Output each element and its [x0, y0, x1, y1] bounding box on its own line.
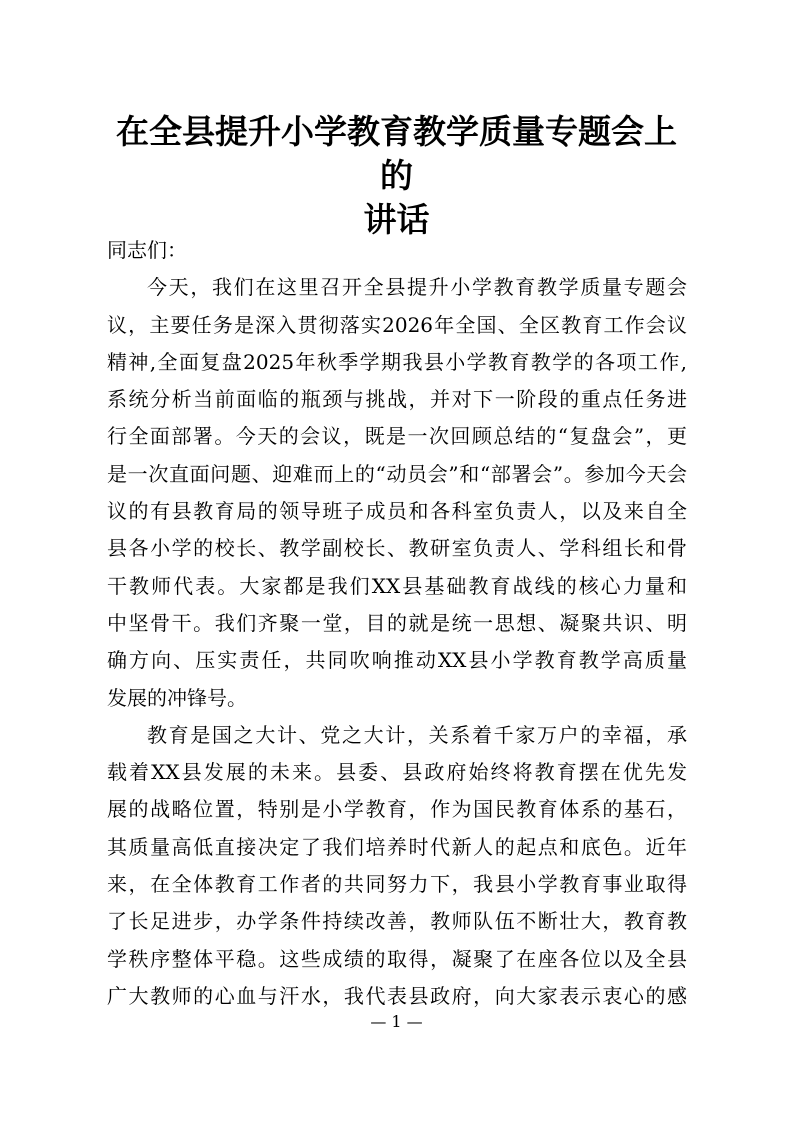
text-line: 县各小学的校长、教学副校长、教研室负责人、学科组长和骨 [107, 536, 687, 561]
text-line: 展的战略位置，特别是小学教育，作为国民教育体系的基石， [107, 797, 687, 822]
paragraph-2 [107, 717, 687, 1015]
page-number: — 1 — [370, 1012, 423, 1031]
text-line: 载着XX县发展的未来。县委、县政府始终将教育摆在优先发 [107, 760, 687, 785]
text-line: 是一次直面问题、迎难而上的“动员会”和“部署会”。参加今天会 [107, 461, 687, 486]
text-line: 广大教师的心血与汗水，我代表县政府，向大家表示衷心的感 [107, 983, 687, 1008]
text-line: 行全面部署。今天的会议，既是一次回顾总结的“复盘会”，更 [107, 424, 687, 449]
text-line: 系统分析当前面临的瓶颈与挑战，并对下一阶段的重点任务进 [107, 387, 687, 412]
text-line: 议，主要任务是深入贯彻落实2026年全国、全区教育工作会议 [107, 312, 687, 337]
title-line-2: 讲话 [363, 200, 430, 239]
text-line: 确方向、压实责任，共同吹响推动XX县小学教育教学高质量 [107, 648, 687, 673]
document-title [100, 110, 693, 242]
text-line: 发展的冲锋号。 [107, 685, 247, 710]
paragraph-1 [107, 269, 687, 717]
document-body [107, 232, 687, 1015]
salutation: 同志们： [107, 238, 187, 262]
text-line: 学秩序整体平稳。这些成绩的取得，凝聚了在座各位以及全县 [107, 946, 687, 971]
text-line: 今天，我们在这里召开全县提升小学教育教学质量专题会 [147, 275, 687, 300]
text-line: 中坚骨干。我们齐聚一堂，目的就是统一思想、凝聚共识、明 [107, 610, 687, 635]
text-line: 来，在全体教育工作者的共同努力下，我县小学教育事业取得 [107, 872, 687, 897]
text-line: 议的有县教育局的领导班子成员和各科室负责人，以及来自全 [107, 499, 687, 524]
text-line: 干教师代表。大家都是我们XX县基础教育战线的核心力量和 [107, 573, 687, 598]
title-line-1: 在全县提升小学教育教学质量专题会上的 [116, 112, 677, 195]
text-line: 其质量高低直接决定了我们培养时代新人的起点和底色。近年 [107, 834, 687, 859]
text-line: 精神,全面复盘2025年秋季学期我县小学教育教学的各项工作, [107, 349, 687, 374]
text-line: 教育是国之大计、党之大计，关系着千家万户的幸福，承 [147, 722, 687, 747]
text-line: 了长足进步，办学条件持续改善，教师队伍不断壮大，教育教 [107, 909, 687, 934]
